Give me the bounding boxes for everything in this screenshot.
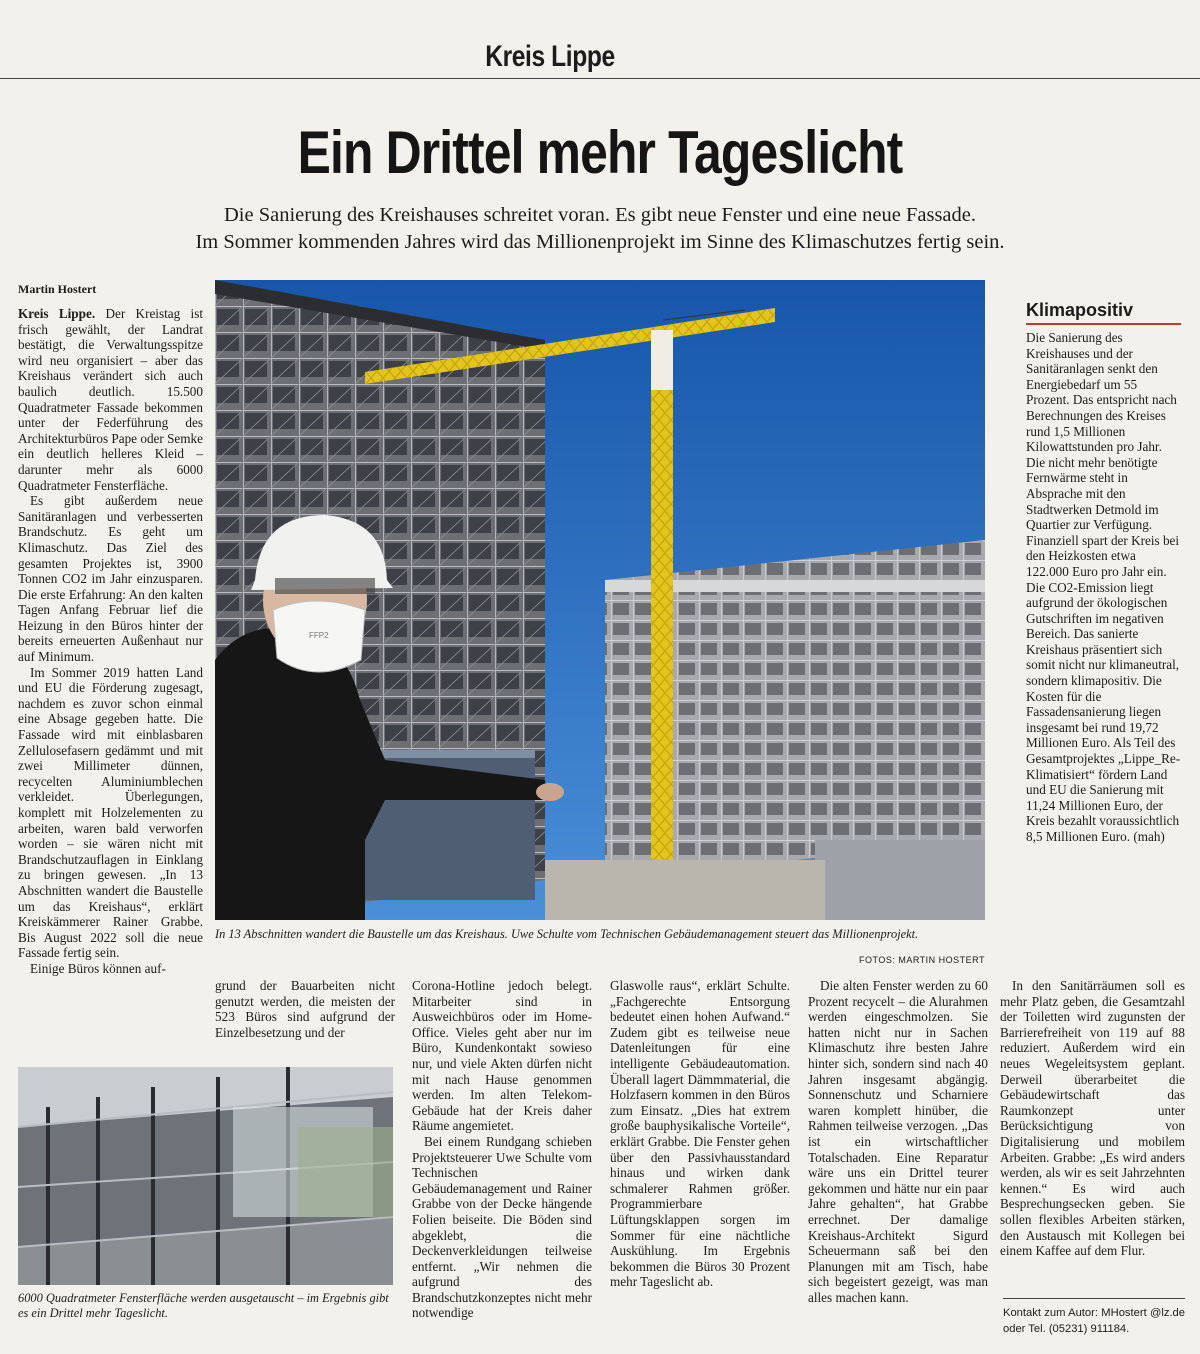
paragraph: Im Sommer 2019 hatten Land und EU die Förderung zugesagt, nachdem es zuvor schon einmal eine Absage gegeben hatte. Die Fassade wird mit einblasbaren Zellulosefasern gedämmt und mit zwei Millimeter dünnen, recycelten Aluminiumblechen verkleidet. Überlegungen, komplett mit Holzelementen zu arbeiten, waren bald verworfen worden – sie wären nicht mit Brandschutzauflagen in Einklang zu bringen gewesen. „In 13 Abschnitten wandert die Baustelle um das Kreishaus“, erklärt Kreiskämmerer Rainer Grabbe. Bis August 2022 soll die neue Fassade fertig sein. bbox=[18, 664, 203, 961]
main-photo-caption: In 13 Abschnitten wandert die Baustelle um das Kreishaus. Uwe Schulte vom Technischen Gebäudemanagement steuert das Millionenprojekt. bbox=[215, 927, 919, 941]
article-column-1 bbox=[18, 306, 203, 977]
mask-label: FFP2 bbox=[309, 631, 329, 640]
article-column-2 bbox=[215, 978, 395, 1040]
article-column-3 bbox=[412, 978, 592, 1321]
subhead bbox=[140, 202, 1060, 256]
construction-site-image bbox=[215, 280, 985, 920]
info-box-text: Die Sanierung des Kreishauses und der Sanitäranlagen senkt den Energiebedarf um 55 Prozent. Das entspricht nach Berechnungen des Kreises rund 1,5 Millionen Kilowattstunden pro Jahr. Die nicht mehr benötigte Fernwärme steht in Absprache mit den Stadtwerken Detmold im Quartier zur Verfügung. Finanziell spart der Kreis bei den Heizkosten etwa 122.000 Euro pro Jahr ein. Die CO2-Emission liegt aufgrund der ökologischen Gutschriften im negativen Bereich. Das sanierte Kreishaus präsentiert sich somit nicht nur klimaneutral, sondern klimapositiv. Die Kosten für die Fassadensanierung liegen insgesamt bei rund 19,72 Millionen Euro. Als Teil des Gesamtprojektes „Lippe_Re-Klimatisiert“ fördern Land und EU die Sanierung mit 11,24 Millionen Euro, der Kreis bezahlt voraussichtlich 8,5 Millionen Euro. (mah) bbox=[1026, 330, 1181, 844]
scaffolding-window-image bbox=[18, 1067, 393, 1285]
paragraph: Bei einem Rundgang schieben Projektsteuerer Uwe Schulte vom Technischen Gebäudemanagement und Rainer Grabbe von der Decke hängende Folien beiseite. Die Böden sind abgeklebt, die Deckenverkleidungen teilweise entfernt. „Wir nehmen die aufgrund des Brandschutzkonzeptes nicht mehr notwendige bbox=[412, 1133, 592, 1321]
paragraph: Einige Büros können auf- bbox=[30, 960, 166, 976]
article-column-6 bbox=[1000, 978, 1185, 1259]
section-title: Kreis Lippe bbox=[485, 40, 615, 73]
author-byline: Martin Hostert bbox=[18, 282, 97, 296]
paragraph: grund der Bauarbeiten nicht genutzt werden, die meisten der 523 Büros sind aufgrund der Einzelbesetzung und der bbox=[215, 978, 395, 1040]
paragraph: Kreis Lippe. Der Kreistag ist frisch gewählt, der Landrat bestätigt, die Verwaltungsspitze wird neu organisiert – aber das Kreishaus verändert sich auch baulich deutlich. 15.500 Quadratmeter Fassade bekommen unter der Federführung des Architekturbüros Pape oder Semke ein deutlich helleres Kleid – darunter mehr als 6000 Quadratmeter Fensterfläche. bbox=[18, 306, 203, 493]
paragraph: In den Sanitärräumen soll es mehr Platz geben, die Gesamtzahl der Toiletten wird zugunsten der Barrierefreiheit von 119 auf 88 reduziert. Außerdem wird ein neues Wegeleitsystem geplant. Derweil überarbeitet die Gebäudewirtschaft das Raumkonzept unter Berücksichtigung von Digitalisierung und mobilem Arbeiten. Grabbe: „Es wird anders werden, als wir es seit Jahrzehnten kennen.“ Es wird auch Besprechungsecken geben. Sie sollen flexibles Arbeiten stärken, den Austausch mit Kollegen bei einem Kaffee auf dem Flur. bbox=[1000, 978, 1185, 1259]
paragraph: Corona-Hotline jedoch belegt. Mitarbeiter sind in Ausweichbüros oder im Home-Office. Vieles geht aber nur im Büro, Kundenkontakt sowieso nur, und viele Akten dürfen nicht mit nach Hause genommen werden. Im alten Telekom-Gebäude hat der Kreis daher Räume angemietet. bbox=[412, 978, 592, 1134]
dateline: Kreis Lippe. bbox=[18, 306, 96, 321]
article-column-4 bbox=[610, 978, 790, 1290]
main-photo bbox=[215, 280, 985, 920]
author-contact: Kontakt zum Autor: MHostert @lz.de oder Tel. (05231) 911184. bbox=[1003, 1298, 1185, 1337]
article-column-5 bbox=[808, 978, 988, 1305]
paragraph: Die alten Fenster werden zu 60 Prozent recycelt – die Alurahmen werden eingeschmolzen. Sie hatten nicht nur in Sachen Klimaschutz ihre besten Jahre hinter sich, sondern sind nach 40 Jahren insgesamt abgängig. Sonnenschutz und Scharniere waren komplett hinüber, die Rahmen teilweise verzogen. „Das ist ein wirtschaftlicher Totalschaden. Eine Reparatur wäre uns ein Drittel teurer gekommen und hätte nur ein paar Jahre gehalten“, hat Grabbe errechnet. Der damalige Kreishaus-Architekt Sigurd Scheuermann saß bei den Planungen mit am Tisch, habe sich begeistert gezeigt, was man alles machen kann. bbox=[808, 978, 988, 1305]
info-box-title: Klimapositiv bbox=[1026, 300, 1181, 325]
subhead-line-2: Im Sommer kommenden Jahres wird das Millionenprojekt im Sinne des Klimaschutzes fertig sein. bbox=[195, 231, 1005, 253]
section-rule bbox=[0, 78, 1200, 79]
secondary-photo bbox=[18, 1067, 393, 1285]
subhead-line-1: Die Sanierung des Kreishauses schreitet voran. Es gibt neue Fenster und eine neue Fassade. bbox=[223, 204, 977, 226]
paragraph: Es gibt außerdem neue Sanitäranlagen und verbesserten Brandschutz. Es geht um Klimaschutz. Das Ziel des gesamten Projektes ist, 3900 Tonnen CO2 im Jahr einzusparen. Die erste Erfahrung: An den kalten Tagen Anfang Februar lief die Heizung in den Büros hinter der bereits erneuerten Außenhaut nur auf Minimum. bbox=[18, 493, 203, 665]
headline: Ein Drittel mehr Tageslicht bbox=[297, 119, 903, 186]
photo-credit: FOTOS: MARTIN HOSTERT bbox=[858, 955, 985, 965]
secondary-photo-caption: 6000 Quadratmeter Fensterfläche werden ausgetauscht – im Ergebnis gibt es ein Drittel mehr Tageslicht. bbox=[18, 1291, 389, 1320]
paragraph: Glaswolle raus“, erklärt Schulte. „Fachgerechte Entsorgung bedeutet einen hohen Aufwand.“ Zudem gibt es teilweise neue Datenleitungen für eine intelligente Gebäudeautomation. Überall lagert Dämmmaterial, die Holzfasern kommen in den Büros zum Einsatz. „Dies hat extrem große bauphysikalische Vorteile“, erklärt Grabbe. Die Fenster gehen über den Passivhausstandard hinaus und wirken dank schmalerer Rahmen größer. Programmierbare Lüftungsklappen sorgen im Sommer für eine nächtliche Auskühlung. Im Ergebnis bekommen die Büros 30 Prozent mehr Tageslicht ab. bbox=[610, 978, 790, 1290]
